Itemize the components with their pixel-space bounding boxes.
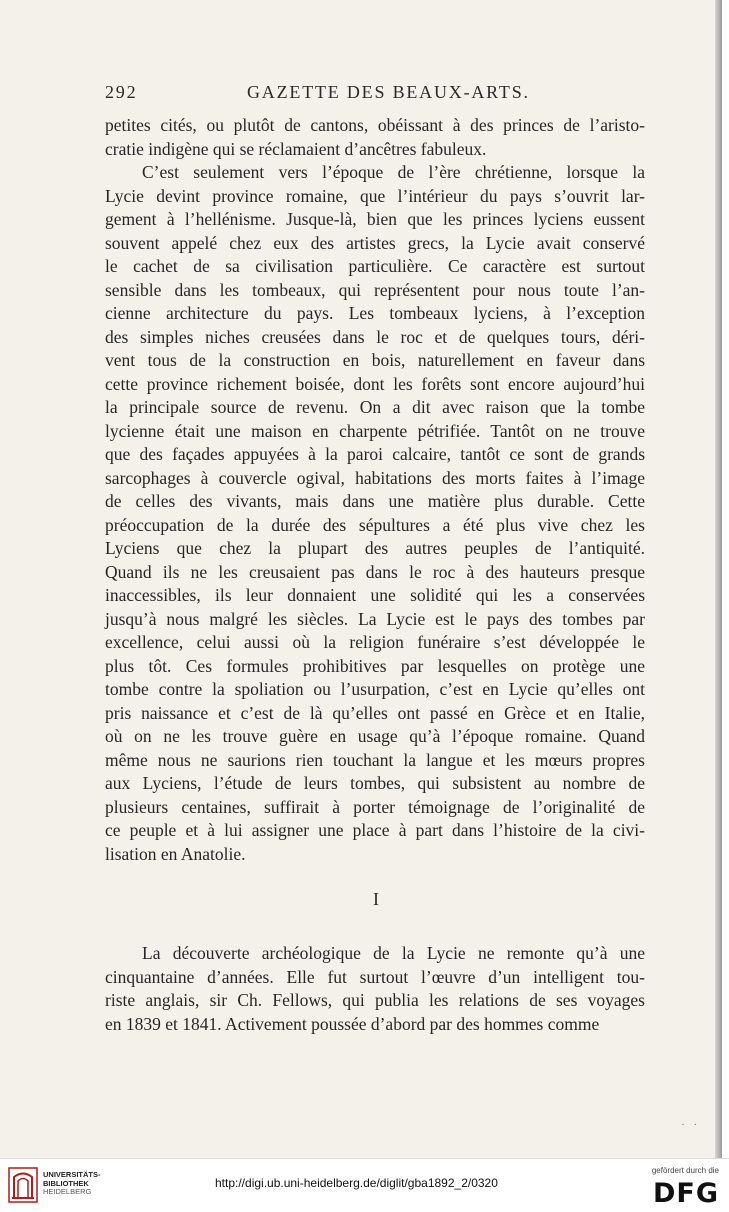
library-name-line: UNIVERSITÄTS- (43, 1170, 101, 1179)
text-line: Lycie devint province romaine, que l’intérieur du pays s’ouvrit lar- (105, 185, 645, 206)
text-line: plus tôt. Ces formules prohibitives par lesquelles on protège une (105, 655, 645, 676)
scan-specks: · · (681, 1120, 700, 1131)
library-name-line: BIBLIOTHEK (43, 1178, 89, 1188)
text-line: que des façades appuyées à la paroi calcaire, tantôt ce sont de grands (105, 444, 645, 464)
text-line: inaccessibles, ils leur donnaient une solidité qui les a conservées (105, 585, 645, 605)
text-line: la principale source de revenu. On a dit avec raison que la tombe (105, 397, 645, 417)
viewer-footer (0, 1158, 729, 1212)
text-line: petites cités, ou plutôt de cantons, obéissant à des princes de l’aristo- (105, 115, 645, 135)
text-line: même nous ne saurions rien touchant la langue et les mœurs propres (105, 749, 645, 770)
text-line: lycienne était une maison en charpente pétrifiée. Tantôt on ne trouve (105, 420, 645, 441)
running-header (105, 82, 645, 104)
text-line: Lyciens que chez la plupart des autres peuples de l’antiquité. (105, 538, 645, 558)
text-line: Quand ils ne les creusaient pas dans le roc à des hauteurs presque (105, 561, 645, 582)
text-line: aux Lyciens, l’étude de leurs tombes, qui subsistent au nombre de (105, 773, 645, 793)
text-line: tombe contre la spoliation ou l’usurpation, c’est en Lycie qu’elles ont (105, 679, 645, 699)
text-line: cienne architecture du pays. Les tombeaux lyciens, à l’exception (105, 303, 645, 323)
text-line: excellence, celui aussi où la religion funéraire s’est développée le (105, 632, 645, 652)
library-logo-icon (8, 1167, 38, 1203)
page-edge (715, 0, 722, 1158)
text-line: La découverte archéologique de la Lycie ne remonte qu’à une (142, 943, 645, 963)
paragraph (105, 114, 645, 161)
text-line: gement à l’hellénisme. Jusque-là, bien que les princes lyciens eussent (105, 209, 645, 229)
text-line: lisation en Anatolie. (105, 843, 246, 864)
paragraph (105, 161, 645, 866)
text-line: jusqu’à nous malgré les siècles. La Lycie est le pays des tombes par (105, 608, 645, 629)
funder-label: gefördert durch die (651, 1166, 719, 1175)
running-title: GAZETTE DES BEAUX-ARTS. (247, 82, 530, 102)
text-line: de celles des vivants, mais dans une matière plus durable. Cette (105, 491, 645, 511)
text-line: souvent appelé chez eux des artistes grecs, la Lycie avait conservé (105, 232, 645, 253)
text-line: sensible dans les tombeaux, qui représentent pour nous toute l’an- (105, 279, 645, 300)
paragraph (105, 942, 645, 1036)
section-number: I (373, 889, 379, 909)
text-line: cratie indigène qui se réclamaient d’ancêtres fabuleux. (105, 138, 487, 159)
library-name-line: HEIDELBERG (43, 1187, 92, 1196)
text-line: plusieurs centaines, suffirait à porter témoignage de l’originalité de (105, 796, 645, 817)
text-line: cinquantaine d’années. Elle fut surtout l’œuvre d’un intelligent tou- (105, 966, 645, 987)
text-line: en 1839 et 1841. Activement poussée d’abord par des hommes comme (105, 1013, 600, 1034)
permalink-url[interactable]: http://digi.ub.uni-heidelberg.de/diglit/gba1892_2/0320 (215, 1176, 498, 1190)
text-line: sarcophages à couvercle ogival, habitations des morts faites à l’image (105, 467, 645, 488)
text-line: ce peuple et à lui assigner une place à part dans l’histoire de la civi- (105, 820, 645, 840)
text-line: où on ne les trouve guère en usage qu’à l’époque romaine. Quand (105, 726, 645, 746)
text-line: pris naissance et c’est de là qu’elles ont passé en Grèce et en Italie, (105, 702, 645, 723)
text-line: vent tous de la construction en bois, naturellement en faveur dans (105, 350, 645, 370)
library-name (43, 1171, 101, 1197)
dfg-logo: DFG (652, 1178, 719, 1209)
page-number: 292 (105, 82, 138, 102)
body-text (105, 942, 645, 1036)
text-line: cette province richement boisée, dont les forêts sont encore aujourd’hui (105, 373, 645, 394)
text-line: riste anglais, sir Ch. Fellows, qui publia les relations de ses voyages (105, 990, 645, 1010)
text-line: des simples niches creusées dans le roc et de quelques tours, déri- (105, 326, 645, 347)
text-line: le cachet de sa civilisation particulière. Ce caractère est surtout (105, 256, 645, 276)
text-line: préoccupation de la durée des sépultures a été plus vive chez les (105, 514, 645, 535)
text-line: C’est seulement vers l’époque de l’ère chrétienne, lorsque la (142, 162, 645, 182)
body-text (105, 114, 645, 866)
